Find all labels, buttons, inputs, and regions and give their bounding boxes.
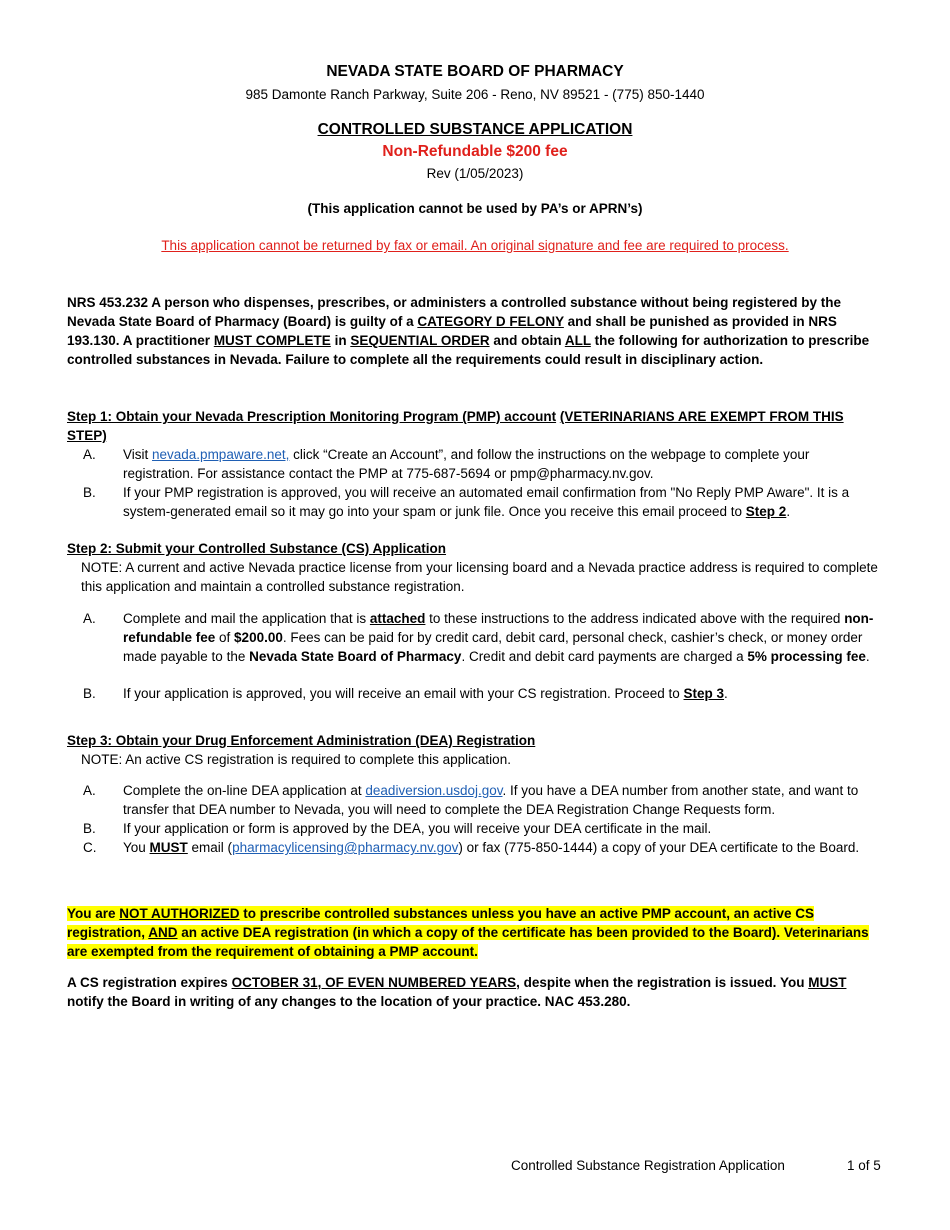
attached-text: attached xyxy=(369,611,426,626)
nrs-text: the following for authorization to prescribe controlled substances in Nevada. Failure to complete all the requirements could result in disciplinary action. xyxy=(67,333,870,367)
notice-text: to prescribe controlled substances unless you have an active PMP account, an active CS registration, xyxy=(67,906,814,940)
nrs-paragraph xyxy=(67,293,882,369)
step2-note: NOTE: A current and active Nevada practice license from your licensing board and a Nevada practice address is required to complete this application and maintain a controlled substance registration. xyxy=(81,560,878,594)
footer-title: Controlled Substance Registration Application xyxy=(511,1158,785,1173)
step3-heading xyxy=(67,731,882,750)
veterinarian-exempt-note: (VETERINARIANS ARE EXEMPT FROM THIS STEP) xyxy=(67,409,844,443)
item-text-part: Complete the on-line DEA application at xyxy=(123,783,366,798)
item-text-part: . Credit and debit card payments are charged a xyxy=(461,649,748,664)
felony-text: CATEGORY D FELONY xyxy=(417,314,564,329)
and-text: AND xyxy=(148,925,178,940)
item-letter: B. xyxy=(83,821,96,836)
page-number: 1 of 5 xyxy=(847,1158,881,1173)
step2-heading xyxy=(67,539,882,558)
item-text-part: . If you have a DEA number from another state, and want to transfer that DEA number to Nevada, you will need to complete the DEA Registration Change Requests form. xyxy=(123,783,859,817)
processing-fee-text: 5% processing fee xyxy=(747,649,866,664)
not-authorized-text: NOT AUTHORIZED xyxy=(119,906,240,921)
item-text-part: email ( xyxy=(187,840,233,855)
item-text-part: Visit xyxy=(123,447,153,462)
item-text: If your application or form is approved by the DEA, you will receive your DEA certificate in the mail. xyxy=(123,821,712,836)
item-text-part: . xyxy=(724,686,728,701)
step3-note: NOTE: An active CS registration is required to complete this application. xyxy=(81,752,511,767)
expiry-text: A CS registration expires xyxy=(67,975,232,990)
item-text xyxy=(123,781,882,819)
authorization-notice xyxy=(67,904,882,961)
item-text-part: If your PMP registration is approved, you will receive an automated email confirmation from "No Reply PMP Aware". It is a system-generated email so it may go into your spam or junk file. Once you receive this email proceed to xyxy=(123,485,850,519)
item-text xyxy=(123,445,882,483)
item-letter: A. xyxy=(83,611,96,626)
item-letter: A. xyxy=(83,447,96,462)
expiry-text: notify the Board in writing of any changes to the location of your practice. NAC 453.280. xyxy=(67,994,631,1009)
item-text-part: You xyxy=(123,840,150,855)
nrs-text: and obtain xyxy=(489,333,565,348)
item-letter: C. xyxy=(83,840,97,855)
fee-amount: $200.00 xyxy=(234,630,283,645)
step2-title: Step 2: Submit your Controlled Substance (CS) Application xyxy=(67,541,447,556)
organization-name: NEVADA STATE BOARD OF PHARMACY xyxy=(326,63,624,80)
expiry-date-text: OCTOBER 31, OF EVEN NUMBERED YEARS xyxy=(231,975,517,990)
nrs-text: NRS 453.232 A person who dispenses, prescribes, or administers a controlled substance without being registered by the Nevada State Board of Pharmacy (Board) is guilty of a xyxy=(67,295,841,329)
item-text xyxy=(123,684,882,703)
item-text-part: . xyxy=(786,504,791,519)
step3-title: Step 3: Obtain your Drug Enforcement Administration (DEA) Registration xyxy=(67,733,536,748)
pmpaware-link[interactable]: nevada.pmpaware.net, xyxy=(152,447,290,462)
step2-reference: Step 2 xyxy=(745,504,787,519)
item-letter: A. xyxy=(83,783,96,798)
pa-aprn-restriction: (This application cannot be used by PA’s or APRN’s) xyxy=(307,201,643,216)
expiry-text: , despite when the registration is issued. You xyxy=(516,975,809,990)
item-text-part: If your application is approved, you will receive an email with your CS registration. Proceed to xyxy=(123,686,684,701)
item-text-part: . Fees can be paid for by credit card, debit card, personal check, cashier’s check, or money order made payable to the xyxy=(123,630,863,664)
nrs-text: in xyxy=(330,333,351,348)
item-text-part: click “Create an Account”, and follow the instructions on the webpage to complete your registration. For assistance contact the PMP at 775-687-5694 or pmp@pharmacy.nv.gov. xyxy=(123,447,810,481)
application-title: CONTROLLED SUBSTANCE APPLICATION xyxy=(317,121,633,138)
notice-text: an active DEA registration (in which a copy of the certificate has been provided to the Board). Veterinarians are exempted from the requirement of obtaining a PMP account. xyxy=(67,925,869,959)
item-letter: B. xyxy=(83,485,96,500)
payee-name: Nevada State Board of Pharmacy xyxy=(249,649,462,664)
revision-date: Rev (1/05/2023) xyxy=(426,166,524,181)
item-text-part: ) or fax (775-850-1444) a copy of your DEA certificate to the Board. xyxy=(458,840,860,855)
submission-warning: This application cannot be returned by fax or email. An original signature and fee are required to process. xyxy=(161,238,789,253)
deadiversion-link[interactable]: deadiversion.usdoj.gov xyxy=(365,783,503,798)
item-letter: B. xyxy=(83,686,96,701)
step1-title: Step 1: Obtain your Nevada Prescription Monitoring Program (PMP) account xyxy=(67,409,557,424)
step3-reference: Step 3 xyxy=(683,686,725,701)
must-text: MUST xyxy=(808,975,847,990)
item-text xyxy=(123,609,882,666)
pharmacylicensing-email-link[interactable]: pharmacylicensing@pharmacy.nv.gov xyxy=(232,840,459,855)
must-complete-text: MUST COMPLETE xyxy=(213,333,331,348)
item-text-part: to these instructions to the address indicated above with the required xyxy=(425,611,845,626)
nrs-text: and shall be punished as provided in NRS 193.130. A practitioner xyxy=(67,314,837,348)
organization-address: 985 Damonte Ranch Parkway, Suite 206 - Reno, NV 89521 - (775) 850-1440 xyxy=(245,87,705,102)
item-text-part: of xyxy=(215,630,235,645)
item-text-part: . xyxy=(865,649,870,664)
fee-notice: Non-Refundable $200 fee xyxy=(382,143,568,160)
must-text: MUST xyxy=(149,840,188,855)
notice-text: You are xyxy=(67,906,120,921)
item-text xyxy=(123,483,882,521)
all-text: ALL xyxy=(564,333,591,348)
expiry-paragraph xyxy=(67,973,882,1011)
non-refundable-fee-text: non-refundable fee xyxy=(123,611,874,645)
sequential-order-text: SEQUENTIAL ORDER xyxy=(350,333,490,348)
item-text xyxy=(123,838,882,857)
item-text-part: Complete and mail the application that is xyxy=(123,611,370,626)
step1-heading xyxy=(67,407,882,445)
